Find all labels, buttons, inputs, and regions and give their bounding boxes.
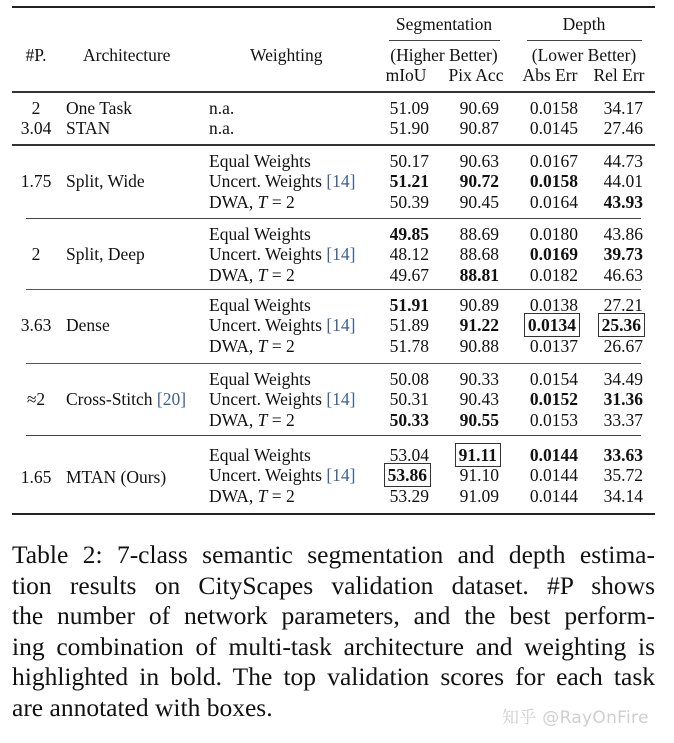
header-depth: Depth [562,14,606,34]
weighting-label: = 2 [267,265,295,285]
metric-cell-rel-err [597,244,643,264]
weighting-label: = 2 [267,192,295,212]
metric-cell-rel-err [597,410,643,430]
metric-cell-rel-err [597,389,643,409]
segmentation-cmidrule [389,40,500,41]
metric-cell-rel-err [597,486,643,506]
metric-cell-abs-err [521,486,578,506]
math-variable: T [257,410,268,430]
weighting-cell [209,369,311,389]
header-segmentation-note: (Higher Better) [390,45,498,65]
metric-cell-pix-acc [453,151,499,171]
weighting-label: Equal Weights [209,224,311,244]
header-miou: mIoU [385,65,427,85]
metric-cell-rel-err [597,445,643,465]
weighting-label: DWA, [209,192,258,212]
math-variable: T [257,486,268,506]
metric-value: 0.0144 [529,465,578,485]
metric-value: 0.0152 [529,389,578,409]
metric-cell-rel-err [597,295,643,315]
weighting-cell [209,244,356,264]
metric-value: 90.87 [459,118,499,138]
metric-value: 90.69 [459,98,499,118]
weighting-cell [209,224,311,244]
metric-cell-abs-err [521,336,578,356]
metric-value: 50.39 [389,192,429,212]
metric-value: 91.10 [459,465,499,485]
metric-value: 0.0164 [529,192,578,212]
metric-value: 34.49 [603,369,643,389]
header-weighting: Weighting [250,45,323,65]
metric-cell-pix-acc [453,445,499,465]
metric-cell-pix-acc [453,171,499,191]
metric-value-boxed: 53.86 [387,465,427,485]
weighting-label: DWA, [209,336,258,356]
metric-cell-pix-acc [453,486,499,506]
metric-cell-rel-err [597,369,643,389]
metric-value: 0.0138 [529,295,578,315]
group-separator [26,289,641,290]
metric-value: 44.01 [603,171,643,191]
metric-value: 91.22 [459,315,499,335]
metric-cell-rel-err [597,265,643,285]
metric-value: 0.0182 [529,265,578,285]
architecture-label: Split, Deep [66,244,145,264]
weighting-label: = 2 [267,486,295,506]
metric-cell-rel-err [597,118,643,138]
metric-cell-abs-err [521,171,578,191]
weighting-cell [209,151,311,171]
metric-cell-rel-err [597,98,643,118]
metric-value: 90.43 [459,389,499,409]
top-rule [12,6,655,8]
metric-value: 26.67 [603,336,643,356]
metric-cell-miou [383,171,429,191]
metric-value: 43.86 [603,224,643,244]
metric-cell-miou [383,389,429,409]
metric-value: 53.29 [389,486,429,506]
header-architecture: Architecture [83,45,171,65]
metric-value: 53.04 [389,445,429,465]
metric-value: 0.0154 [529,369,578,389]
metric-value: 51.09 [389,98,429,118]
params-cell: 3.04 [20,118,52,138]
watermark: 知乎 @RayOnFire [502,708,649,728]
metric-value: 33.63 [603,445,643,465]
weighting-cell [209,192,295,212]
weighting-cell [209,465,356,485]
metric-value: 0.0158 [529,171,578,191]
metric-value: 43.93 [603,192,643,212]
metric-cell-abs-err [521,224,578,244]
citation-link[interactable]: [14] [326,171,356,191]
math-variable: T [257,336,268,356]
metric-value-boxed: 0.0134 [527,315,576,335]
header-depth-note: (Lower Better) [531,45,637,65]
metric-value: 90.33 [459,369,499,389]
metric-value: 90.63 [459,151,499,171]
group-separator [26,363,641,364]
header-rel-err: Rel Err [593,65,645,85]
metric-cell-pix-acc [453,265,499,285]
architecture-cell [66,171,145,191]
header-segmentation: Segmentation [395,14,493,34]
params-cell: 2 [31,244,41,264]
metric-cell-abs-err [521,265,578,285]
metric-value: 49.67 [389,265,429,285]
metric-cell-rel-err [597,151,643,171]
metric-cell-abs-err [521,295,578,315]
architecture-cell [66,244,145,264]
citation-link[interactable]: [14] [326,389,356,409]
metric-cell-pix-acc [453,98,499,118]
weighting-cell [209,445,311,465]
metric-value: 31.36 [603,389,643,409]
weighting-label: Uncert. Weights [209,315,327,335]
math-variable: T [257,192,268,212]
metric-value: 90.72 [459,171,499,191]
metric-value: 51.21 [389,171,429,191]
metric-cell-rel-err [597,224,643,244]
metric-value: 51.78 [389,336,429,356]
metric-value-boxed: 91.11 [458,445,497,465]
weighting-cell [209,336,295,356]
metric-cell-miou [383,224,429,244]
weighting-label: = 2 [267,336,295,356]
metric-cell-pix-acc [453,369,499,389]
metric-cell-abs-err [521,315,578,335]
metric-value: 90.89 [459,295,499,315]
metric-value: 0.0137 [529,336,578,356]
metric-value: 48.12 [389,244,429,264]
caption-line: highlighted in bold. The top validation scores for each task [12,662,655,691]
metric-cell-abs-err [521,151,578,171]
architecture-cell: One Task [66,98,133,118]
baseline-midrule [12,144,655,146]
group-separator [26,218,641,219]
architecture-label: MTAN (Ours) [66,467,167,487]
table-caption [12,540,655,723]
caption-line: the number of network parameters, and the best perform- [12,601,655,630]
metric-cell-abs-err [521,445,578,465]
metric-cell-abs-err [521,98,578,118]
metric-value: 51.90 [389,118,429,138]
citation-link[interactable]: [14] [326,315,356,335]
metric-value: 34.17 [603,98,643,118]
metric-cell-abs-err [521,118,578,138]
metric-value: 88.69 [459,224,499,244]
metric-value: 49.85 [389,224,429,244]
math-variable: T [257,265,268,285]
metric-cell-pix-acc [453,192,499,212]
citation-link[interactable]: [14] [326,244,356,264]
weighting-cell [209,315,356,335]
metric-value: 33.37 [603,410,643,430]
weighting-label: Uncert. Weights [209,244,327,264]
metric-cell-rel-err [597,192,643,212]
architecture-label: Dense [66,315,110,335]
metric-value: 50.33 [389,410,429,430]
metric-value: 90.55 [459,410,499,430]
metric-cell-abs-err [521,244,578,264]
weighting-label: Uncert. Weights [209,465,327,485]
metric-cell-pix-acc [453,465,499,485]
metric-value: 0.0145 [529,118,578,138]
metric-value: 0.0180 [529,224,578,244]
metric-value: 0.0169 [529,244,578,264]
metric-value: 27.21 [603,295,643,315]
metric-value: 90.45 [459,192,499,212]
metric-cell-rel-err [597,465,643,485]
weighting-label: Uncert. Weights [209,389,327,409]
metric-cell-pix-acc [453,244,499,264]
architecture-cell [66,467,166,487]
metric-cell-pix-acc [453,118,499,138]
metric-value: 44.73 [603,151,643,171]
header-abs-err: Abs Err [522,65,578,85]
metric-value: 0.0158 [529,98,578,118]
metric-cell-miou [383,369,429,389]
metric-cell-pix-acc [453,410,499,430]
metric-value: 51.91 [389,295,429,315]
metric-value: 27.46 [603,118,643,138]
metric-cell-rel-err [597,171,643,191]
metric-cell-pix-acc [453,315,499,335]
weighting-label: Equal Weights [209,295,311,315]
params-cell: 3.63 [20,315,52,335]
metric-cell-miou [383,486,429,506]
caption-line: tion results on CityScapes validation dataset. #P shows [12,570,655,600]
metric-value: 0.0153 [529,410,578,430]
weighting-label: Equal Weights [209,369,311,389]
weighting-cell [209,265,295,285]
header-pix-acc: Pix Acc [448,65,504,85]
metric-cell-miou [383,465,429,485]
weighting-label: DWA, [209,265,258,285]
metric-value: 88.68 [459,244,499,264]
group-separator [26,435,641,436]
metric-value: 0.0167 [529,151,578,171]
params-cell: 2 [31,98,41,118]
params-cell: 1.75 [20,171,52,191]
metric-value: 90.88 [459,336,499,356]
depth-cmidrule [527,40,642,41]
bottom-rule [12,513,655,515]
metric-value: 51.89 [389,315,429,335]
metric-cell-miou [383,336,429,356]
metric-value: 46.63 [603,265,643,285]
weighting-cell [209,171,356,191]
metric-value: 0.0144 [529,445,578,465]
weighting-cell [209,410,295,430]
metric-value: 39.73 [603,244,643,264]
metric-cell-miou [383,118,429,138]
metric-value: 91.09 [459,486,499,506]
metric-cell-miou [383,265,429,285]
metric-cell-miou [383,98,429,118]
metric-cell-rel-err [597,336,643,356]
metric-cell-pix-acc [453,295,499,315]
header-midrule [12,91,655,93]
params-cell: ≈2 [26,389,46,409]
weighting-label: Uncert. Weights [209,171,327,191]
metric-cell-abs-err [521,465,578,485]
architecture-label: Split, Wide [66,171,145,191]
architecture-cell [66,389,186,409]
metric-cell-pix-acc [453,389,499,409]
metric-cell-miou [383,445,429,465]
metric-value: 88.81 [459,265,499,285]
metric-cell-abs-err [521,192,578,212]
metric-value-boxed: 25.36 [601,315,641,335]
metric-cell-rel-err [597,315,643,335]
metric-cell-miou [383,192,429,212]
architecture-cell: STAN [66,118,111,138]
metric-value: 34.14 [603,486,643,506]
weighting-cell [209,295,311,315]
weighting-cell [209,486,295,506]
citation-link[interactable]: [14] [326,465,356,485]
metric-cell-abs-err [521,369,578,389]
metric-value: 50.17 [389,151,429,171]
caption-line: Table 2: 7-class semantic segmentation and depth estima- [12,540,655,569]
metric-cell-miou [383,244,429,264]
metric-cell-miou [383,295,429,315]
weighting-label: Equal Weights [209,151,311,171]
metric-cell-abs-err [521,389,578,409]
weighting-cell: n.a. [209,118,235,138]
caption-line: ing combination of multi-task architecture and weighting is [12,631,655,661]
weighting-label: DWA, [209,486,258,506]
weighting-cell [209,389,356,409]
metric-cell-pix-acc [453,224,499,244]
header-params: #P. [25,45,47,65]
metric-value: 35.72 [603,465,643,485]
metric-cell-miou [383,410,429,430]
weighting-cell: n.a. [209,98,235,118]
metric-value: 0.0144 [529,486,578,506]
citation-link[interactable]: [20] [156,389,187,409]
metric-value: 50.08 [389,369,429,389]
architecture-cell [66,315,110,335]
metric-cell-abs-err [521,410,578,430]
weighting-label: Equal Weights [209,445,311,465]
metric-cell-miou [383,315,429,335]
params-cell: 1.65 [20,467,52,487]
metric-cell-miou [383,151,429,171]
metric-cell-pix-acc [453,336,499,356]
weighting-label: = 2 [267,410,295,430]
architecture-label: Cross-Stitch [66,389,157,409]
caption-line: are annotated with boxes. [12,692,273,722]
weighting-label: DWA, [209,410,258,430]
metric-value: 50.31 [389,389,429,409]
